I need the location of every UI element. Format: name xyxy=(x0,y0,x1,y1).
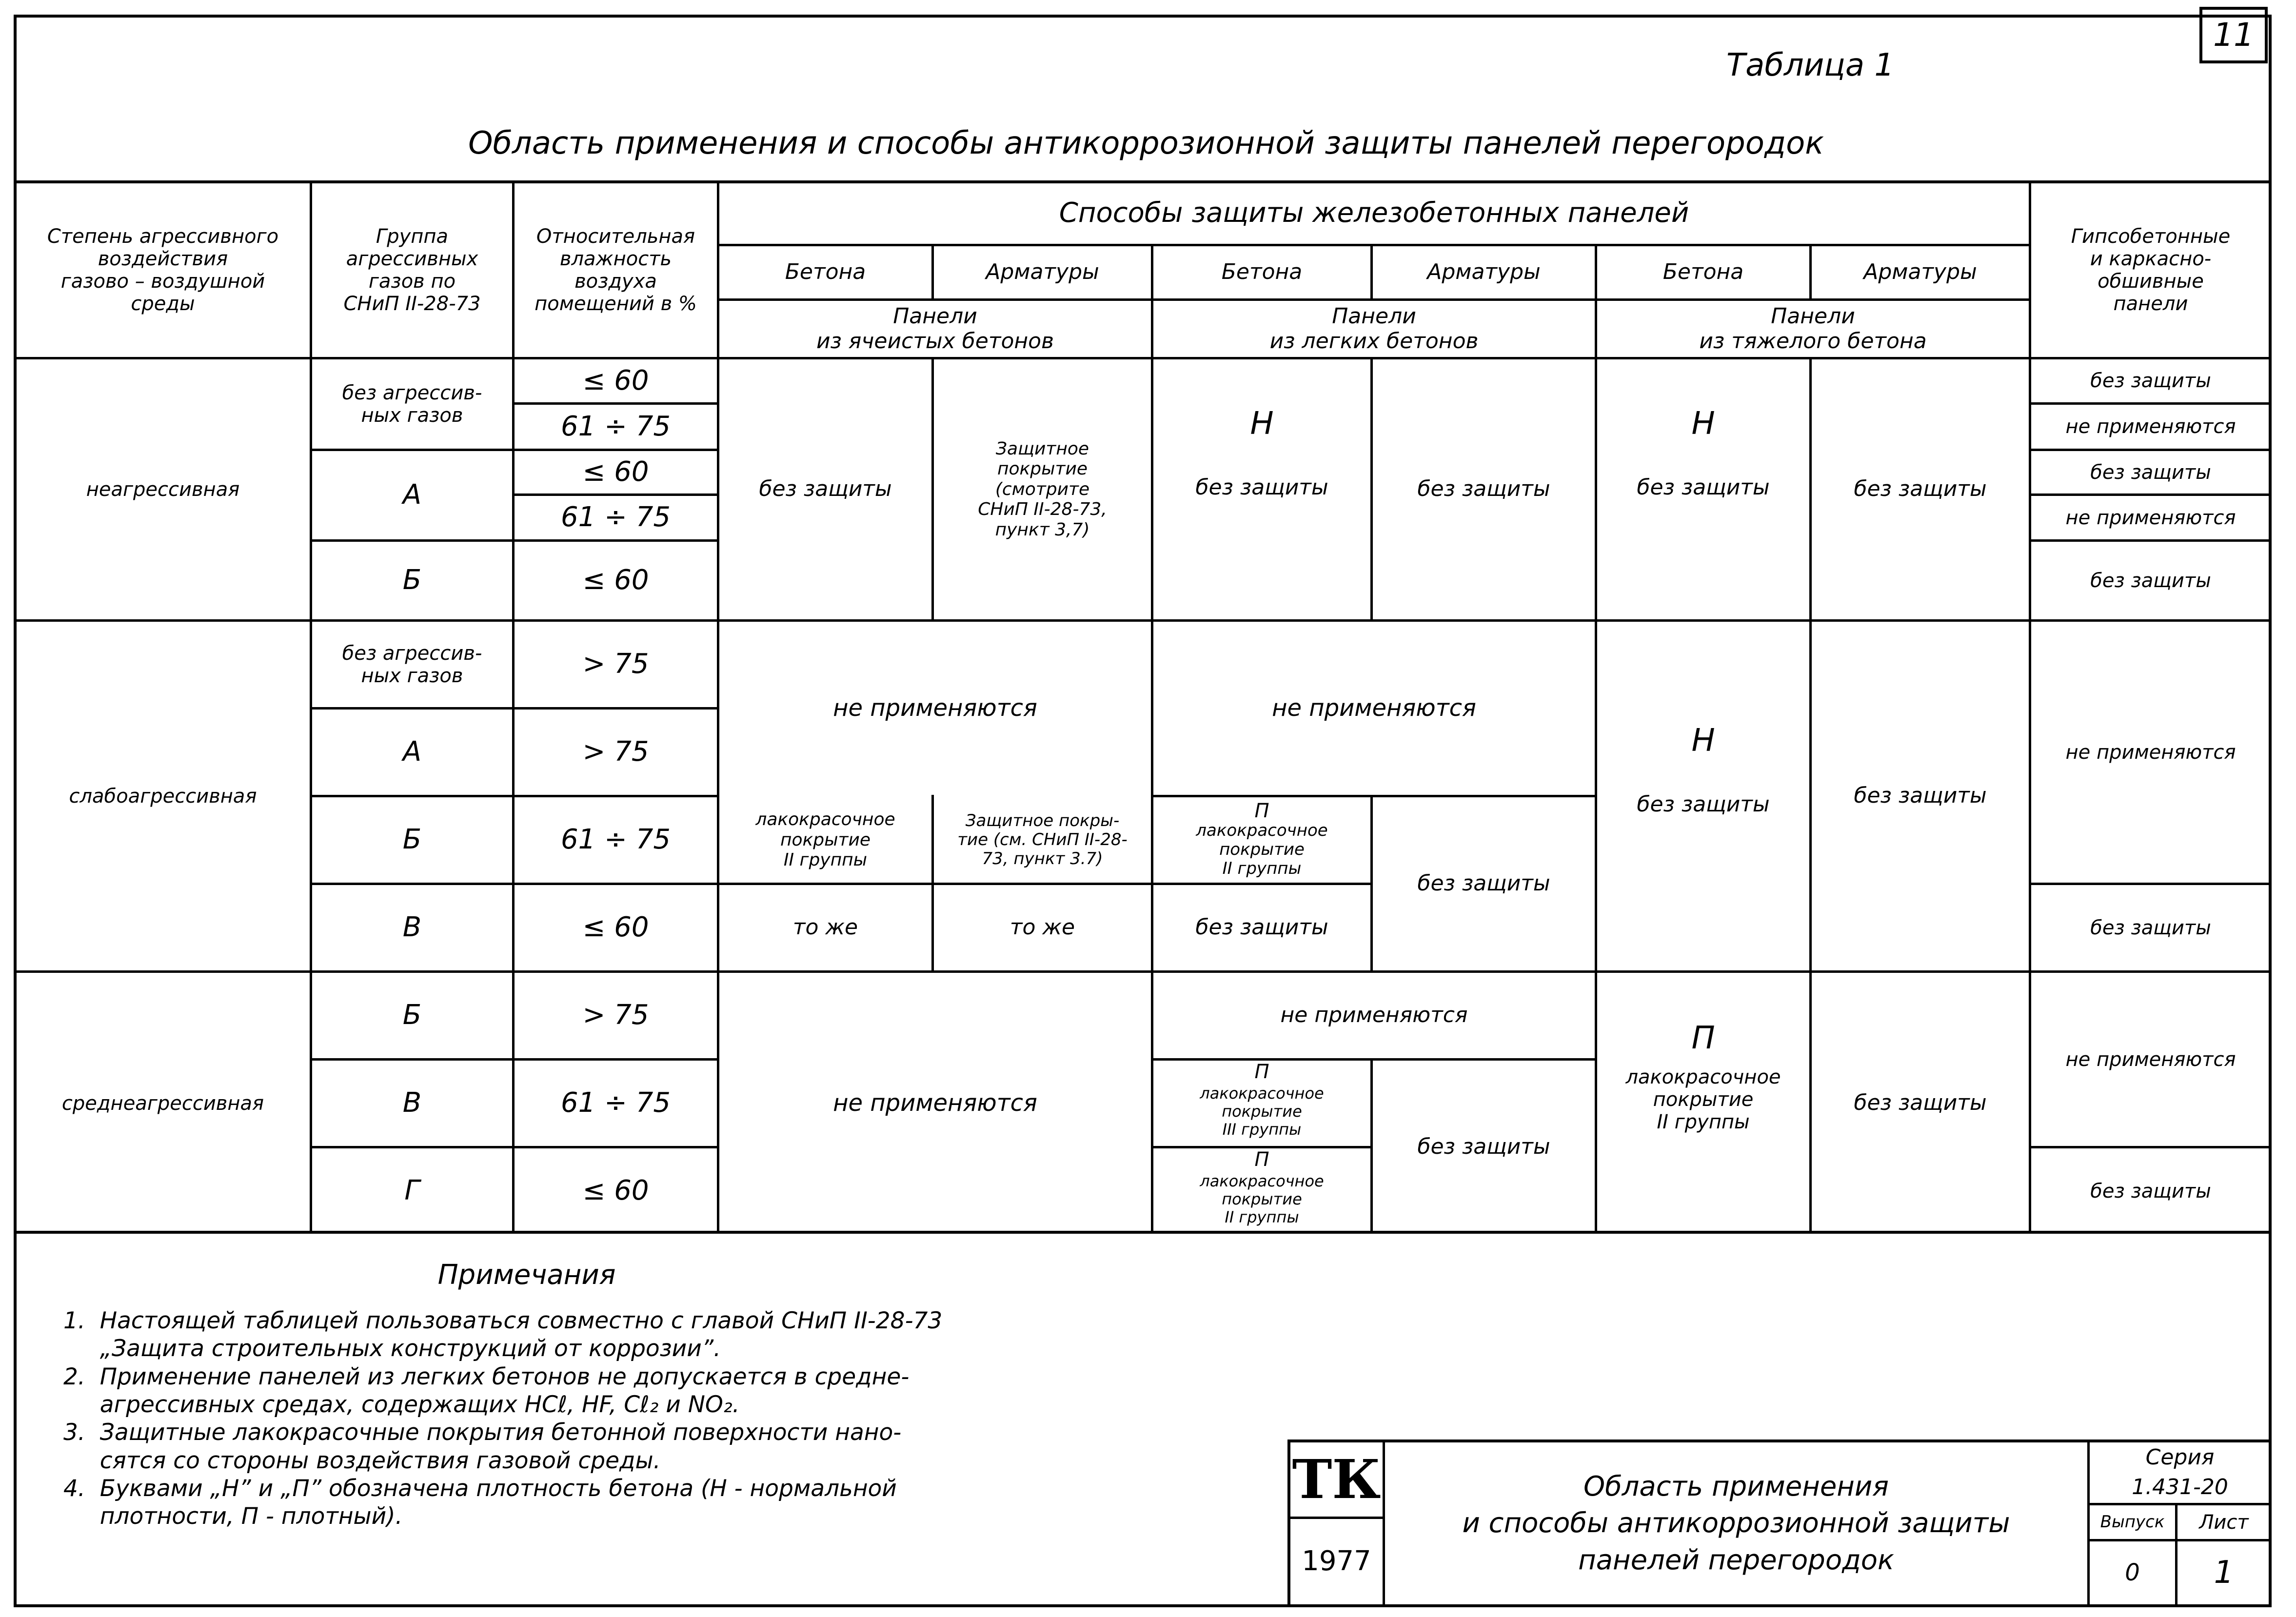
page-title: Область применения и способы антикоррозионной защиты панелей перегородок xyxy=(468,125,1824,162)
note-line: 2. Применение панелей из легких бетонов не допускается в средне- xyxy=(63,1363,910,1390)
humidity-value: 61 ÷ 75 xyxy=(560,410,671,442)
cell-text: лакокрасочное покрытие II группы xyxy=(1200,1172,1324,1226)
cell-text: без защиты xyxy=(1417,476,1550,502)
env-medium: среднеагрессивная xyxy=(61,1092,264,1115)
humidity-value: ≤ 60 xyxy=(582,364,649,396)
header-gypsum-panels: Гипсобетонные и каркасно- обшивные панели xyxy=(2071,225,2231,315)
header-heavy-panels: Панели из тяжелого бетона xyxy=(1699,303,1927,354)
header-protection-methods: Способы защиты железобетонных панелей xyxy=(1059,197,1689,229)
humidity-value: > 75 xyxy=(582,648,649,680)
cell-text: лакокрасочное покрытие III группы xyxy=(1200,1084,1324,1139)
cell-text: без защиты xyxy=(1854,1090,1987,1116)
cell-text: лакокрасочное покрытие II группы xyxy=(755,809,895,870)
note-line: „Защита строительных конструкций от коррозии”. xyxy=(63,1335,721,1362)
humidity-value: ≤ 60 xyxy=(582,456,649,488)
gypsum-cell: без защиты xyxy=(2090,370,2211,392)
sheet-number: 11 xyxy=(2213,16,2254,54)
cell-text: без защиты xyxy=(1417,1134,1550,1160)
density-letter: П xyxy=(1254,1148,1269,1171)
series-label: Серия xyxy=(2145,1444,2215,1470)
sheet-value: 1 xyxy=(2214,1554,2234,1591)
header-rebar: Арматуры xyxy=(986,259,1099,285)
density-letter: П xyxy=(1691,1020,1715,1057)
group-a: А xyxy=(402,736,422,768)
cell-text: без защиты xyxy=(1195,915,1328,940)
series-value: 1.431-20 xyxy=(2132,1474,2228,1499)
header-humidity: Относительная влажность воздуха помещений в % xyxy=(534,225,697,315)
group-v: В xyxy=(402,1087,422,1119)
organization-logo: ТК xyxy=(1292,1447,1381,1511)
humidity-value: ≤ 60 xyxy=(582,1175,649,1207)
note-line: 1. Настоящей таблицей пользоваться совместно с главой СНиП II-28-73 xyxy=(63,1307,943,1334)
cell-text: без защиты xyxy=(1854,476,1987,502)
header-concrete: Бетона xyxy=(1663,259,1744,285)
notes-list xyxy=(63,1307,1263,1531)
gypsum-cell: не применяются xyxy=(2065,741,2236,764)
gypsum-cell: без защиты xyxy=(2090,916,2211,939)
cell-text: без защиты xyxy=(1417,871,1550,896)
group-b: Б xyxy=(402,564,422,596)
header-rebar: Арматуры xyxy=(1863,259,1977,285)
cell-text: не применяются xyxy=(833,1089,1037,1117)
humidity-value: 61 ÷ 75 xyxy=(560,824,671,856)
group-g: Г xyxy=(404,1175,420,1207)
group-no-gas: без агрессив- ных газов xyxy=(342,642,482,687)
note-line: сятся со стороны воздействия газовой среды. xyxy=(63,1447,661,1474)
header-cellular-panels: Панели из ячеистых бетонов xyxy=(816,303,1054,354)
note-line: 4. Буквами „Н” и „П” обозначена плотность бетона (Н - нормальной xyxy=(63,1475,897,1502)
humidity-value: > 75 xyxy=(582,736,649,768)
group-a: А xyxy=(402,479,422,511)
cell-text: не применяются xyxy=(833,694,1037,722)
gypsum-cell: не применяются xyxy=(2065,415,2236,438)
gypsum-cell: без защиты xyxy=(2090,1180,2211,1203)
env-nonaggressive: неагрессивная xyxy=(86,478,240,501)
header-concrete: Бетона xyxy=(1221,259,1303,285)
issue-value: 0 xyxy=(2125,1558,2140,1586)
gypsum-cell: без защиты xyxy=(2090,569,2211,592)
sheet-label: Лист xyxy=(2199,1511,2249,1534)
density-letter: П xyxy=(1254,1060,1269,1083)
gypsum-cell: не применяются xyxy=(2065,506,2236,529)
stamp-title: Область применения и способы антикоррозионной защиты панелей перегородок xyxy=(1462,1470,2010,1576)
issue-label: Выпуск xyxy=(2100,1512,2165,1532)
notes-heading: Примечания xyxy=(437,1259,616,1291)
header-gas-group: Группа агрессивных газов по СНиП II-28-73 xyxy=(343,225,481,315)
group-b: Б xyxy=(402,824,422,856)
env-weak: слабоагрессивная xyxy=(69,785,257,808)
header-light-panels: Панели из легких бетонов xyxy=(1269,303,1479,354)
note-line: 3. Защитные лакокрасочные покрытия бетонной поверхности нано- xyxy=(63,1419,902,1446)
cell-text: не применяются xyxy=(1272,694,1476,722)
note-line: агрессивных средах, содержащих HCℓ, HF, Cℓ₂ и NO₂. xyxy=(63,1391,740,1418)
density-letter: Н xyxy=(1691,406,1715,442)
gypsum-cell: не применяются xyxy=(2065,1048,2236,1071)
cell-text: без защиты xyxy=(1195,474,1328,500)
humidity-value: ≤ 60 xyxy=(582,911,649,944)
humidity-value: 61 ÷ 75 xyxy=(560,1087,671,1119)
header-rebar: Арматуры xyxy=(1427,259,1541,285)
density-letter: Н xyxy=(1691,723,1715,759)
cell-text: без защиты xyxy=(1854,783,1987,808)
cell-text: то же xyxy=(792,915,858,940)
cell-text: не применяются xyxy=(1280,1003,1468,1028)
gypsum-cell: без защиты xyxy=(2090,461,2211,484)
humidity-value: ≤ 60 xyxy=(582,564,649,596)
group-v: В xyxy=(402,911,422,944)
cell-text: без защиты xyxy=(1637,791,1770,817)
group-b: Б xyxy=(402,999,422,1031)
humidity-value: > 75 xyxy=(582,999,649,1031)
cell-text: лакокрасочное покрытие II группы xyxy=(1625,1066,1781,1133)
cell-text: без защиты xyxy=(759,476,892,502)
header-environment: Степень агрессивного воздействия газово – воздушной среды xyxy=(47,225,279,315)
cell-text: лакокрасочное покрытие II группы xyxy=(1196,820,1328,879)
group-no-gas: без агрессив- ных газов xyxy=(342,381,482,427)
density-letter: Н xyxy=(1250,406,1274,442)
note-line: плотности, П - плотный). xyxy=(63,1503,403,1530)
cell-text: то же xyxy=(1009,915,1075,940)
cell-text: Защитное покрытие (смотрите СНиП II-28-73, пункт 3,7) xyxy=(978,439,1107,540)
density-letter: П xyxy=(1254,799,1269,822)
stamp-year: 1977 xyxy=(1302,1545,1371,1578)
humidity-value: 61 ÷ 75 xyxy=(560,501,671,533)
cell-text: без защиты xyxy=(1637,474,1770,500)
header-concrete: Бетона xyxy=(785,259,866,285)
cell-text: Защитное покры- тие (см. СНиП II-28- 73, пункт 3.7) xyxy=(957,810,1128,869)
table-label: Таблица 1 xyxy=(1726,47,1895,84)
